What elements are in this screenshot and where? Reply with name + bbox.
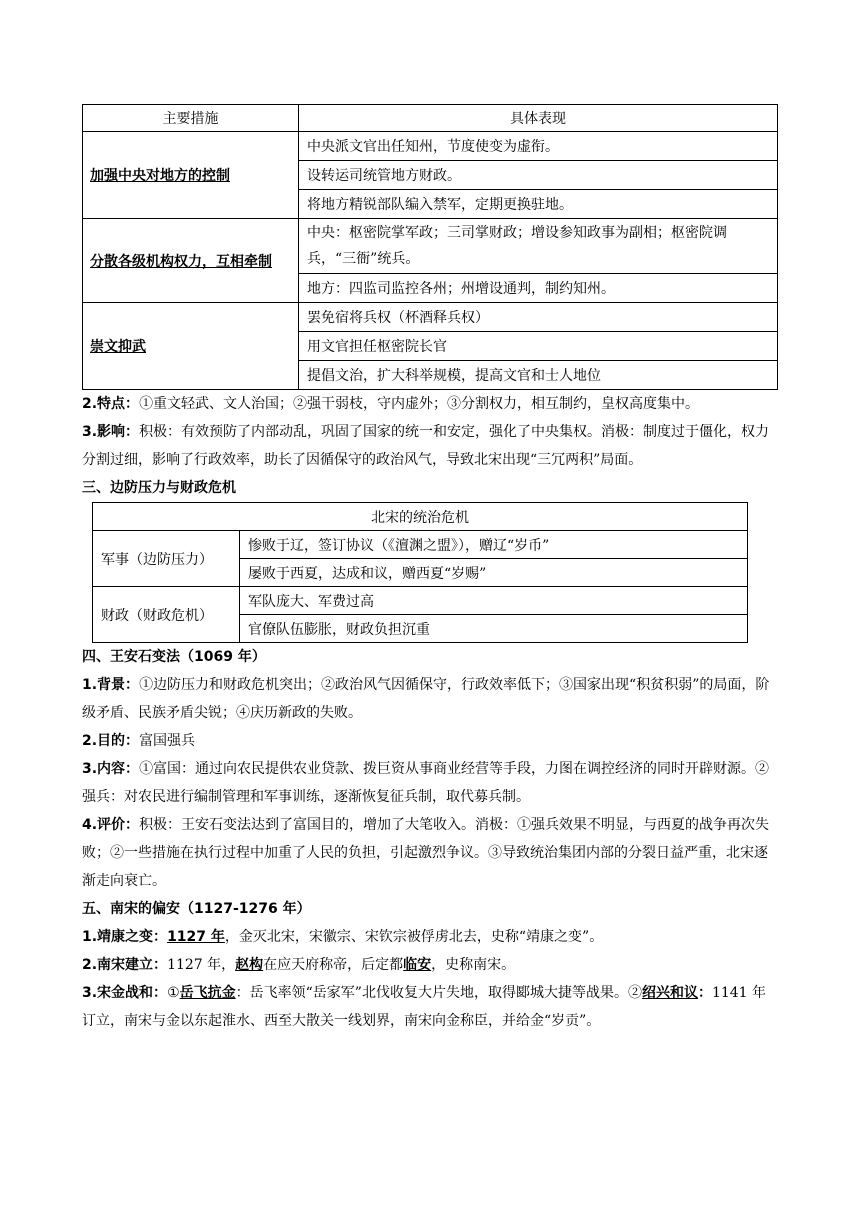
paragraph-text: 在应天府称帝，后定都 xyxy=(263,957,404,973)
paragraph-text: 积极：有效预防了内部动乱，巩固了国家的统一和安定，强化了中央集权。消极：制度过于僵化，权力分割过细，影响了行政效率，助长了因循保守的政治风气，导致北宋出现“三冗两积”局面。 xyxy=(82,424,770,468)
section-heading: 五、南宋的偏安（1127-1276 年） xyxy=(82,901,311,917)
measure-detail: 中央派文官出任知州，节度使变为虚衔。 xyxy=(299,132,778,161)
crisis-category: 财政（财政危机） xyxy=(93,587,240,643)
crisis-table xyxy=(92,502,748,643)
table-row xyxy=(93,587,748,615)
evaluation-paragraph xyxy=(82,811,778,895)
song-jin-paragraph xyxy=(82,979,778,1035)
background-paragraph xyxy=(82,671,778,727)
paragraph-label: 2.特点： xyxy=(82,396,140,412)
paragraph-text: ： xyxy=(697,985,712,1001)
paragraph-text: 1141 年订立，南宋与金以东起淮水、西至大散关一线划界，南宋向金称臣，并给金“岁贡”。 xyxy=(82,985,767,1029)
paragraph-text: ，史称南宋。 xyxy=(431,957,516,973)
key-term: 1127 年 xyxy=(167,929,225,945)
paragraph-label: 4.评价： xyxy=(82,817,140,833)
paragraph-text: 1127 年， xyxy=(167,957,236,973)
measure-detail: 提倡文治，扩大科举规模，提高文官和士人地位 xyxy=(299,361,778,390)
crisis-category: 军事（边防压力） xyxy=(93,531,240,587)
heading-text: 年） xyxy=(232,649,266,665)
paragraph-text: ，金灭北宋，宋徽宗、宋钦宗被俘虏北去，史称“靖康之变”。 xyxy=(224,929,604,945)
measure-category: 分散各级机构权力，互相牵制 xyxy=(83,219,299,303)
paragraph-label: 1.靖康之变： xyxy=(82,929,168,945)
paragraph-label: 3.内容： xyxy=(82,761,140,777)
table-row xyxy=(93,531,748,559)
measure-category: 加强中央对地方的控制 xyxy=(83,132,299,219)
document-page xyxy=(82,104,778,1035)
paragraph-text: ：岳飞率领“岳家军”北伐收复大片失地，取得郾城大捷等战果。② xyxy=(235,985,642,1001)
paragraph-label: 3.影响： xyxy=(82,424,140,440)
heading-text: 四、王安石变法（ xyxy=(82,649,194,665)
measure-detail: 地方：四监司监控各州；州增设通判，制约知州。 xyxy=(299,274,778,303)
paragraph-text: ①富国：通过向农民提供农业贷款、拨巨资从事商业经营等手段，力图在调控经济的同时开辟财源。②强兵：对农民进行编制管理和军事训练，逐渐恢复征兵制，取代募兵制。 xyxy=(82,761,770,805)
measure-detail: 中央：枢密院掌军政；三司掌财政；增设参知政事为副相；枢密院调兵，“三衙”统兵。 xyxy=(299,219,778,274)
key-term: 临安 xyxy=(403,957,432,973)
table-header-cell: 北宋的统治危机 xyxy=(93,503,748,531)
paragraph-text: 富国强兵 xyxy=(139,733,196,749)
measure-detail: 罢免宿将兵权（杯酒释兵权） xyxy=(299,303,778,332)
measure-category: 崇文抑武 xyxy=(83,303,299,390)
paragraph-label: 1.背景： xyxy=(82,677,140,693)
paragraph-label: 3.宋金战和： xyxy=(82,985,168,1001)
paragraph-text: ① xyxy=(167,985,180,1001)
table-header-row xyxy=(83,105,778,132)
measure-detail: 用文官担任枢密院长官 xyxy=(299,332,778,361)
purpose-paragraph xyxy=(82,727,778,755)
section-heading: 三、边防压力与财政危机 xyxy=(82,480,236,496)
paragraph-text: ①边防压力和财政危机突出；②政治风气因循保守，行政效率低下；③国家出现“积贫积弱”的局面，阶级矛盾、民族矛盾尖锐；④庆历新政的失败。 xyxy=(82,677,770,721)
heading-year: 1069 xyxy=(194,649,233,665)
table-header-cell: 主要措施 xyxy=(83,105,299,132)
crisis-detail: 屡败于西夏，达成和议，赠西夏“岁赐” xyxy=(240,559,748,587)
crisis-detail: 军队庞大、军费过高 xyxy=(240,587,748,615)
table-row xyxy=(83,303,778,332)
key-term: 岳飞抗金 xyxy=(179,985,236,1001)
influence-paragraph xyxy=(82,418,778,474)
paragraph-label: 2.目的： xyxy=(82,733,140,749)
content-paragraph xyxy=(82,755,778,811)
key-term: 绍兴和议 xyxy=(641,985,698,1001)
measure-detail: 将地方精锐部队编入禁军，定期更换驻地。 xyxy=(299,190,778,219)
crisis-detail: 官僚队伍膨胀，财政负担沉重 xyxy=(240,615,748,643)
measures-table xyxy=(82,104,778,390)
crisis-detail: 惨败于辽，签订协议（《澶渊之盟》），赠辽“岁币” xyxy=(240,531,748,559)
paragraph-text: 积极：王安石变法达到了富国目的，增加了大笔收入。消极：①强兵效果不明显，与西夏的战争再次失败；②一些措施在执行过程中加重了人民的负担，引起激烈争议。③导致统治集团内部的分裂日益严重，北宋逐渐走向衰亡。 xyxy=(82,817,770,889)
table-row xyxy=(83,132,778,161)
section-heading xyxy=(82,643,778,671)
table-header-cell: 具体表现 xyxy=(299,105,778,132)
table-row xyxy=(83,219,778,274)
characteristics-paragraph xyxy=(82,390,778,418)
paragraph-label: 2.南宋建立： xyxy=(82,957,168,973)
measure-detail: 设转运司统管地方财政。 xyxy=(299,161,778,190)
table-header-row xyxy=(93,503,748,531)
paragraph-text: ①重文轻武、文人治国；②强干弱枝，守内虚外；③分割权力，相互制约，皇权高度集中。 xyxy=(139,396,700,412)
jingkang-paragraph xyxy=(82,923,778,951)
southern-song-paragraph xyxy=(82,951,778,979)
key-term: 赵构 xyxy=(235,957,264,973)
